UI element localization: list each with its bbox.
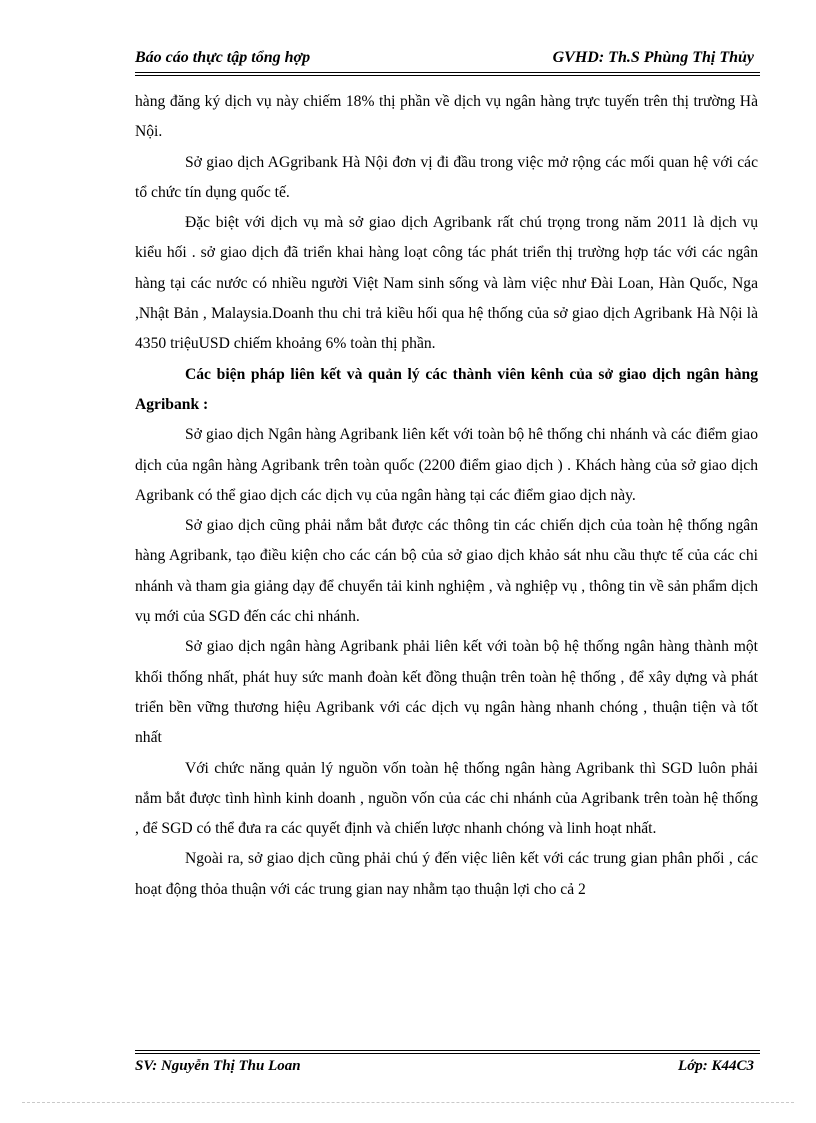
paragraph-1: hàng đăng ký dịch vụ này chiếm 18% thị phần về dịch vụ ngân hàng trực tuyến trên thị trường Hà Nội. (135, 93, 758, 141)
page-footer (135, 1050, 760, 1080)
paragraph-4: Sở giao dịch Ngân hàng Agribank liên kết với toàn bộ hê thống chi nhánh và các điểm giao dịch của ngân hàng Agribank trên toàn quốc (2200 điểm giao dịch ) . Khách hàng của sở giao dịch Agribank có thể giao dịch các dịch vụ của ngân hàng tại các điểm giao dịch này. (135, 426, 758, 504)
section-heading: Các biện pháp liên kết và quản lý các thành viên kênh của sở giao dịch ngân hàng Agribank : (135, 365, 758, 413)
page-header (135, 46, 760, 72)
paragraph-2: Sở giao dịch AGgribank Hà Nội đơn vị đi đầu trong việc mở rộng các mối quan hệ với các tổ chức tín dụng quốc tế. (135, 153, 758, 201)
paragraph-7: Với chức năng quản lý nguồn vốn toàn hệ thống ngân hàng Agribank thì SGD luôn phải nắm bắt được tình hình kinh doanh , nguồn vốn của các chi nhánh của Agribank trên toàn hệ thống , để SGD có thể đưa ra các quyết định và chiến lược nhanh chóng và linh hoạt nhất. (135, 759, 758, 838)
footer-divider (135, 1050, 760, 1054)
header-divider (135, 72, 760, 76)
header-supervisor: GVHD: Th.S Phùng Thị Thủy (552, 49, 754, 66)
footer-student-name: SV: Nguyễn Thị Thu Loan (135, 1058, 301, 1074)
paragraph-8: Ngoài ra, sở giao dịch cũng phải chú ý đến việc liên kết với các trung gian phân phối , các hoạt động thỏa thuận với các trung gian nay nhằm tạo thuận lợi cho cả 2 (135, 850, 758, 898)
paragraph-5: Sở giao dịch cũng phải nắm bắt được các thông tin các chiến dịch của toàn hệ thống ngân hàng Agribank, tạo điều kiện cho các cán bộ của sở giao dịch khảo sát nhu cầu thực tế của các chi nhánh và tham gia giảng dạy để chuyển tải kinh nghiệm , và nghiệp vụ , thông tin về sản phẩm dịch vụ mới của SGD đến các chi nhánh. (135, 517, 758, 626)
header-report-title: Báo cáo thực tập tổng hợp (135, 49, 311, 66)
page-bottom-border (22, 1102, 794, 1103)
paragraph-6: Sở giao dịch ngân hàng Agribank phải liên kết với toàn bộ hệ thống ngân hàng thành một khối thống nhất, phát huy sức manh đoàn kết đồng thuận trên toàn hệ thống , để xây dựng và phát triển bền vững thương hiệu Agribank với các dịch vụ ngân hàng nhanh chóng , thuận tiện và tốt nhất (135, 638, 758, 747)
paragraph-3: Đặc biệt với dịch vụ mà sở giao dịch Agribank rất chú trọng trong năm 2011 là dịch vụ kiểu hối . sở giao dịch đã triển khai hàng loạt công tác phát triển thị trường hợp tác với các ngân hàng tại các nước có nhiều người Việt Nam sinh sống và làm việc như Đài Loan, Hàn Quốc, Nga ,Nhật Bản , Malaysia.Doanh thu chi trả kiều hối qua hệ thống của sở giao dịch Agribank Hà Nội là 4350 triệuUSD chiếm khoảng 6% toàn thị phần. (135, 214, 758, 353)
document-body (135, 87, 758, 905)
footer-class: Lớp: K44C3 (678, 1058, 754, 1074)
